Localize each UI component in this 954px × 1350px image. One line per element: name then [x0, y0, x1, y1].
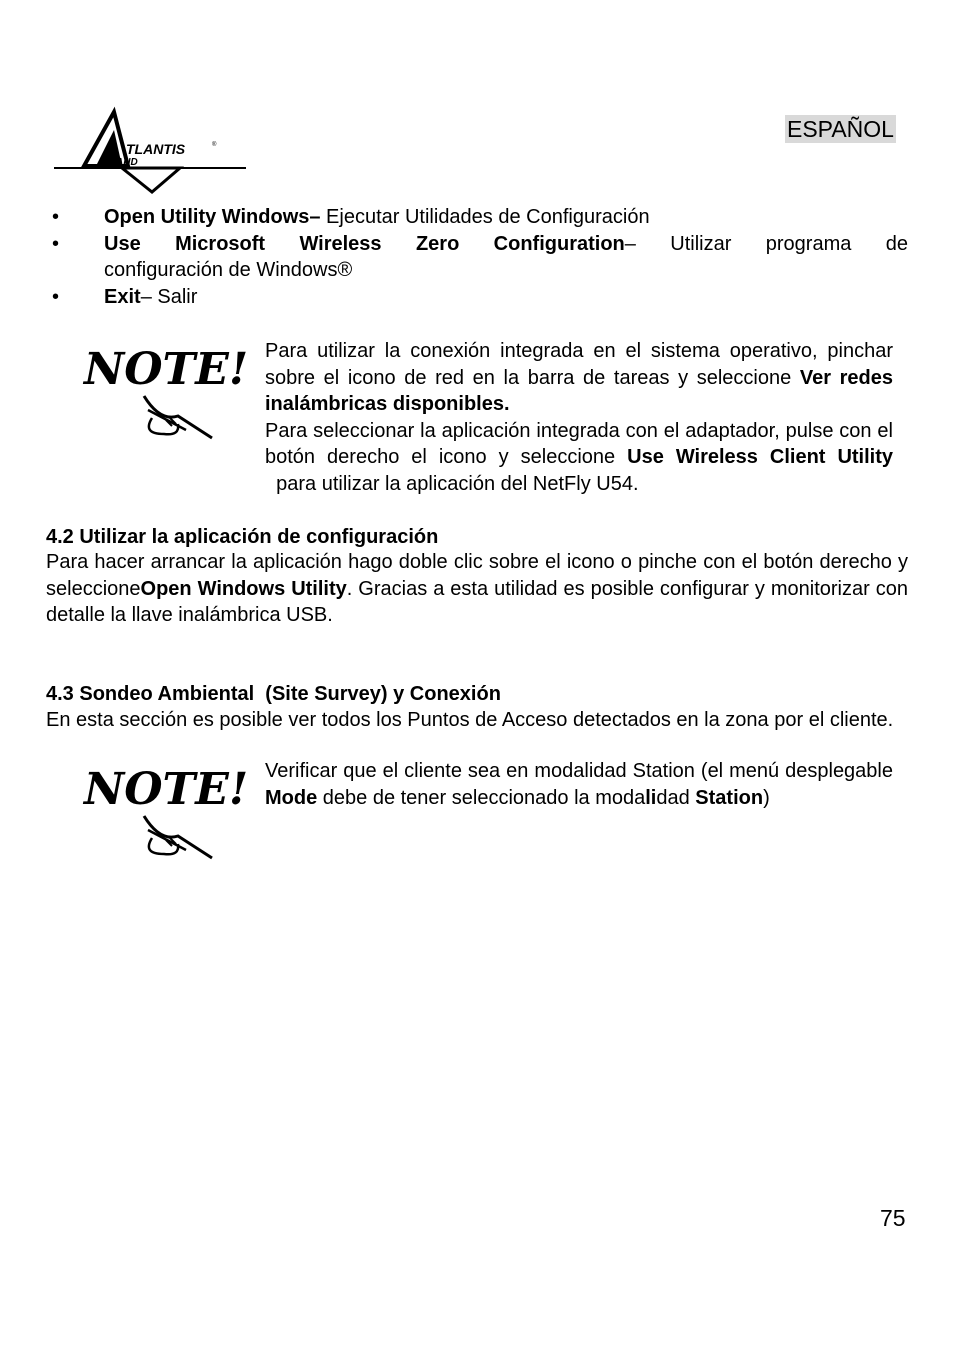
section-4-2-heading: 4.2 Utilizar la aplicación de configuración	[46, 526, 439, 548]
note-pencil-icon	[82, 758, 249, 862]
svg-text:NOTE!: NOTE!	[84, 764, 249, 815]
svg-text:®: ®	[212, 142, 217, 148]
section-4-2-text: Para hacer arrancar la aplicación hago doble clic sobre el icono o pinche con el botón derecho y seleccioneOpen Windows Utility. Gracias a esta utilidad es posible configurar y monitorizar con detalle la llave inalámbrica USB.	[46, 551, 908, 626]
note-1-text: Para utilizar la conexión integrada en el sistema operativo, pinchar sobre el icono de red en la barra de tareas y seleccione Ver redes inalámbricas disponibles. Para seleccionar la aplicación integrada con el adaptador, pulse con el botón derecho el icono y seleccione Use Wireless Client Utility para utilizar la aplicación del NetFly U54.	[265, 340, 894, 495]
svg-text:TLANTIS: TLANTIS	[126, 141, 186, 157]
section-4-3-heading: 4.3 Sondeo Ambiental (Site Survey) y Conexión	[46, 683, 501, 705]
bullet-icon: •	[52, 206, 60, 228]
note-pencil-icon	[82, 338, 249, 442]
section-4-3-text: En esta sección es posible ver todos los Puntos de Acceso detectados en la zona por el cliente.	[46, 709, 894, 731]
list-item: • Exit– Salir	[48, 284, 908, 311]
list-item: • Use Microsoft Wireless Zero Configuration– Utilizar programa de configuración de Windows®	[52, 232, 909, 281]
note-2-text: Verificar que el cliente sea en modalidad Station (el menú desplegable Mode debe de tener seleccionado la modalidad Station)	[265, 760, 893, 809]
bullet-icon: •	[52, 232, 60, 255]
list-item: • Open Utility Windows– Ejecutar Utilidades de Configuración	[48, 204, 908, 231]
language-label: ESPAÑOL	[787, 116, 894, 142]
page-number: 75	[880, 1205, 906, 1231]
svg-text:AND: AND	[116, 157, 138, 168]
bullet-icon: •	[52, 285, 60, 308]
atlantis-land-logo	[52, 108, 248, 196]
svg-text:NOTE!: NOTE!	[84, 344, 249, 395]
bullet-list	[48, 204, 908, 310]
